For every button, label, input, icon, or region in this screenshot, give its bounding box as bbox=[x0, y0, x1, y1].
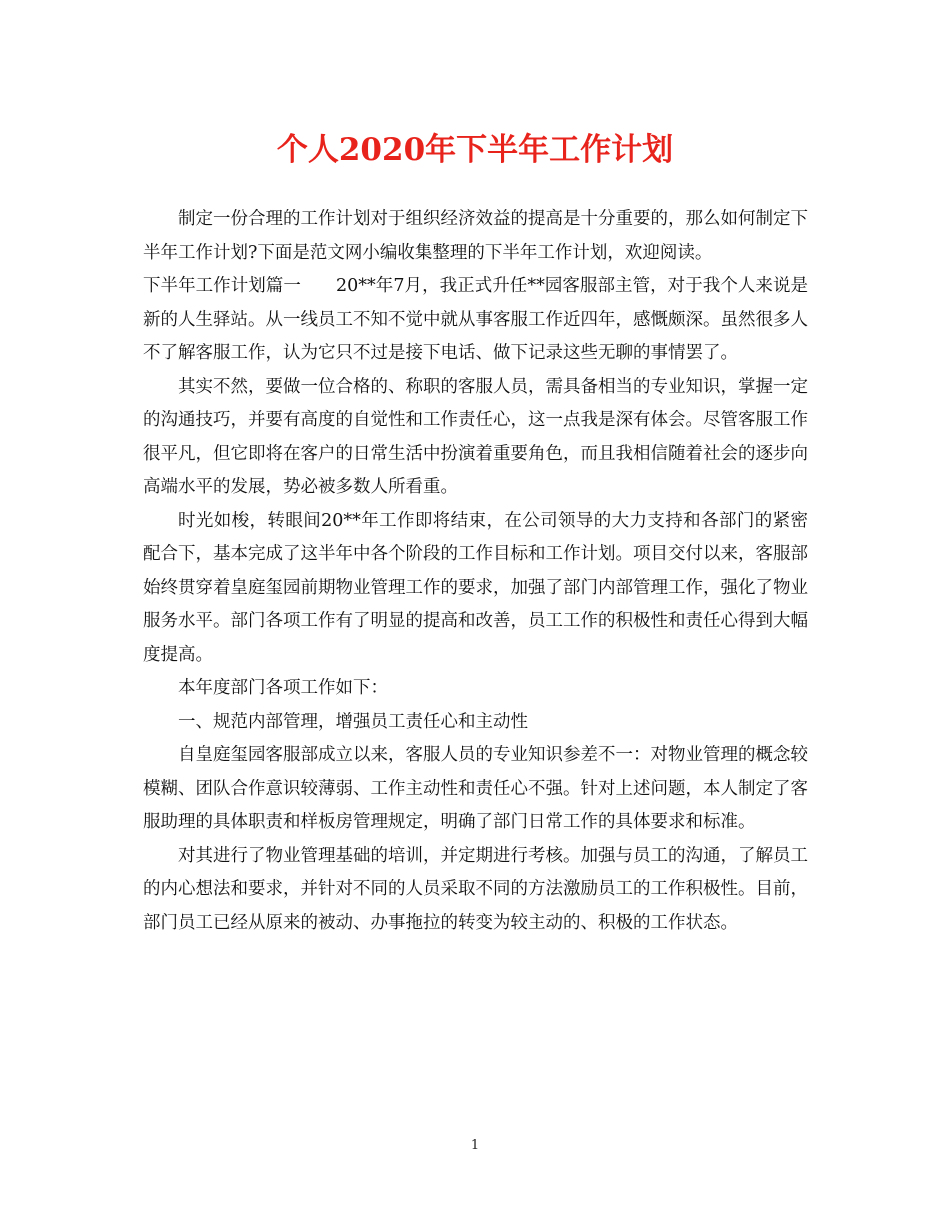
paragraph-year-summary: 时光如梭，转眼间20**年工作即将结束，在公司领导的大力支持和各部门的紧密配合下，基本完成了这半年中各个阶段的工作目标和工作计划。项目交付以来，客服部始终贯穿着皇庭玺园前期物业管理工作的要求，加强了部门内部管理工作，强化了物业服务水平。部门各项工作有了明显的提高和改善，员工工作的积极性和责任心得到大幅度提高。 bbox=[143, 510, 808, 665]
paragraph-training: 对其进行了物业管理基础的培训，并定期进行考核。加强与员工的沟通，了解员工的内心想法和要求，并针对不同的人员采取不同的方法激励员工的工作积极性。目前，部门员工已经从原来的被动、办事拖拉的转变为较主动的、积极的工作状态。 bbox=[143, 845, 808, 933]
paragraph-work-list-intro: 本年度部门各项工作如下： bbox=[178, 678, 388, 698]
page-number: 1 bbox=[470, 1138, 480, 1153]
paragraph-plan-part-one: 下半年工作计划篇一 20**年7月，我正式升任**园客服部主管，对于我个人来说是新的人生驿站。从一线员工不知不觉中就从事客服工作近四年，感慨颇深。虽然很多人不了解客服工作，认为它只不过是接下电话、做下记录这些无聊的事情罢了。 bbox=[143, 276, 808, 363]
paragraph-intro: 制定一份合理的工作计划对于组织经济效益的提高是十分重要的，那么如何制定下半年工作计划?下面是范文网小编收集整理的下半年工作计划，欢迎阅读。 bbox=[143, 209, 808, 263]
paragraph-department-issues: 自皇庭玺园客服部成立以来，客服人员的专业知识参差不一：对物业管理的概念较模糊、团队合作意识较薄弱、工作主动性和责任心不强。针对上述问题，本人制定了客服助理的具体职责和样板房管理规定，明确了部门日常工作的具体要求和标准。 bbox=[143, 745, 808, 832]
document-title: 个人2020年下半年工作计划 bbox=[276, 132, 674, 168]
paragraph-customer-service-role: 其实不然，要做一位合格的、称职的客服人员，需具备相当的专业知识，掌握一定的沟通技巧，并要有高度的自觉性和工作责任心，这一点我是深有体会。尽管客服工作很平凡，但它即将在客户的日常生活中扮演着重要角色，而且我相信随着社会的逐步向高端水平的发展，势必被多数人所看重。 bbox=[143, 376, 808, 497]
document-body bbox=[143, 203, 808, 940]
section-heading-internal-management: 一、规范内部管理，增强员工责任心和主动性 bbox=[178, 711, 528, 732]
